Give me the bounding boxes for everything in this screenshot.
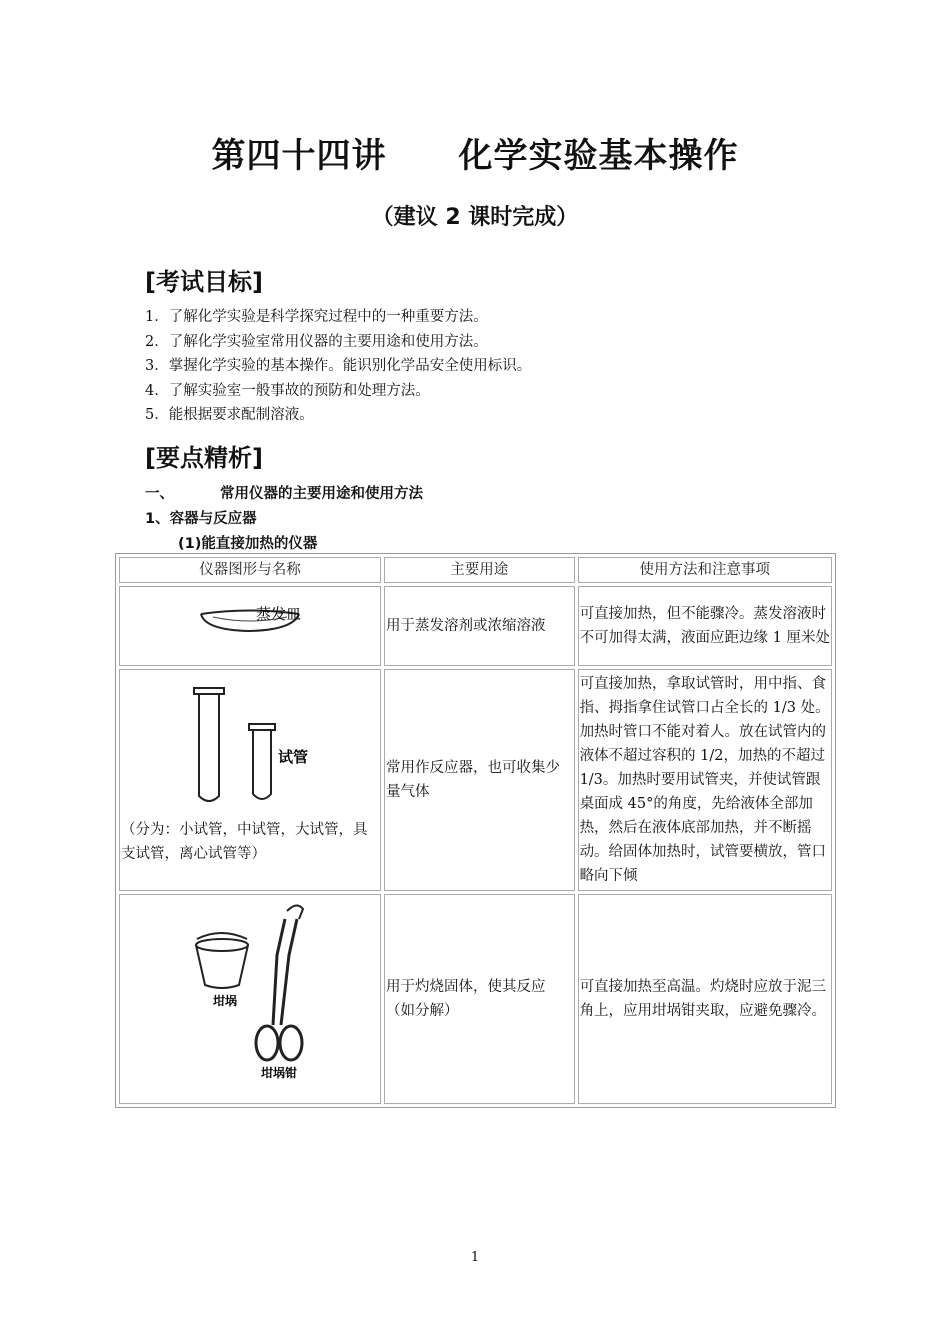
figure-cell (119, 586, 381, 666)
notes-cell: 可直接加热，拿取试管时，用中指、食指、拇指拿住试管口占全长的 1/3 处。加热时管口不能对着人。放在试管内的液体不超过容积的 1/2，加热的不超过 1/3。加热时要用试管夹，并使试管跟桌面成 45°的角度，先给液体全部加热，然后在液体底部加热，并不断摇动。给固体加热时，试管要横放，管口略向下倾 (578, 669, 832, 891)
large-tube-lip (194, 688, 224, 694)
tongs-tip (287, 905, 303, 919)
test-tube-label: 试管 (278, 748, 309, 766)
table-header-row (119, 557, 832, 583)
crucible-rim (196, 939, 248, 951)
instrument-table (115, 553, 836, 1108)
crucible-figure (121, 895, 377, 1095)
small-tube-lip (249, 724, 275, 730)
page-title (0, 128, 950, 177)
goal-item: 2．了解化学实验室常用仪器的主要用途和使用方法。 (145, 333, 488, 350)
heading-level1 (145, 482, 423, 503)
table-row (119, 894, 832, 1104)
heading-level1-text: 常用仪器的主要用途和使用方法 (220, 486, 423, 502)
dish-label: 蒸发皿 (256, 605, 302, 623)
goal-item: 3．掌握化学实验的基本操作。能识别化学品安全使用标识。 (145, 358, 532, 375)
page-number: 1 (470, 1250, 480, 1265)
header-cell: 使用方法和注意事项 (578, 557, 832, 583)
figure-cell (119, 669, 381, 891)
header-cell: 主要用途 (384, 557, 575, 583)
page-subtitle: （建议 2 课时完成） (371, 205, 579, 230)
tongs-ring-right (280, 1026, 302, 1060)
figure-cell (119, 894, 381, 1104)
notes-cell: 可直接加热至高温。灼烧时应放于泥三角上，应用坩埚钳夹取，应避免骤冷。 (578, 894, 832, 1104)
goal-item: 4．了解实验室一般事故的预防和处理方法。 (145, 382, 430, 399)
goal-item: 1．了解化学实验是科学探究过程中的一种重要方法。 (145, 309, 488, 325)
test-tube-figure (121, 670, 377, 810)
use-cell: 用于灼烧固体，使其反应（如分解） (384, 894, 575, 1104)
goal-item: 5．能根据要求配制溶液。 (145, 407, 314, 424)
heading-level1-num: 一、 (145, 486, 174, 502)
points-heading: [要点精析] (145, 444, 263, 472)
tongs-ring-left (256, 1026, 278, 1060)
notes-cell: 可直接加热，但不能骤冷。蒸发溶液时不可加得太满，液面应距边缘 1 厘米处 (578, 586, 832, 666)
large-tube-body (199, 694, 219, 801)
use-cell: 用于蒸发溶剂或浓缩溶液 (384, 586, 575, 666)
header-cell: 仪器图形与名称 (119, 557, 381, 583)
heading-level3: (1)能直接加热的仪器 (178, 536, 318, 552)
tongs-label: 坩埚钳 (261, 1066, 298, 1080)
title-part2: 化学实验基本操作 (458, 136, 739, 176)
table-row (119, 669, 832, 891)
evaporating-dish-figure (121, 587, 377, 657)
title-part1: 第四十四讲 (211, 136, 387, 176)
test-tube-note: （分为：小试管，中试管，大试管，具支试管，离心试管等） (121, 822, 368, 862)
goals-heading: [考试目标] (145, 268, 263, 296)
use-cell: 常用作反应器，也可收集少量气体 (384, 669, 575, 891)
small-tube-body (253, 730, 271, 799)
table-row (119, 586, 832, 666)
crucible-label: 坩埚 (213, 994, 238, 1008)
tongs-arm-right (281, 919, 297, 1025)
heading-level2: 1、容器与反应器 (145, 511, 257, 527)
goals-list (145, 305, 531, 428)
